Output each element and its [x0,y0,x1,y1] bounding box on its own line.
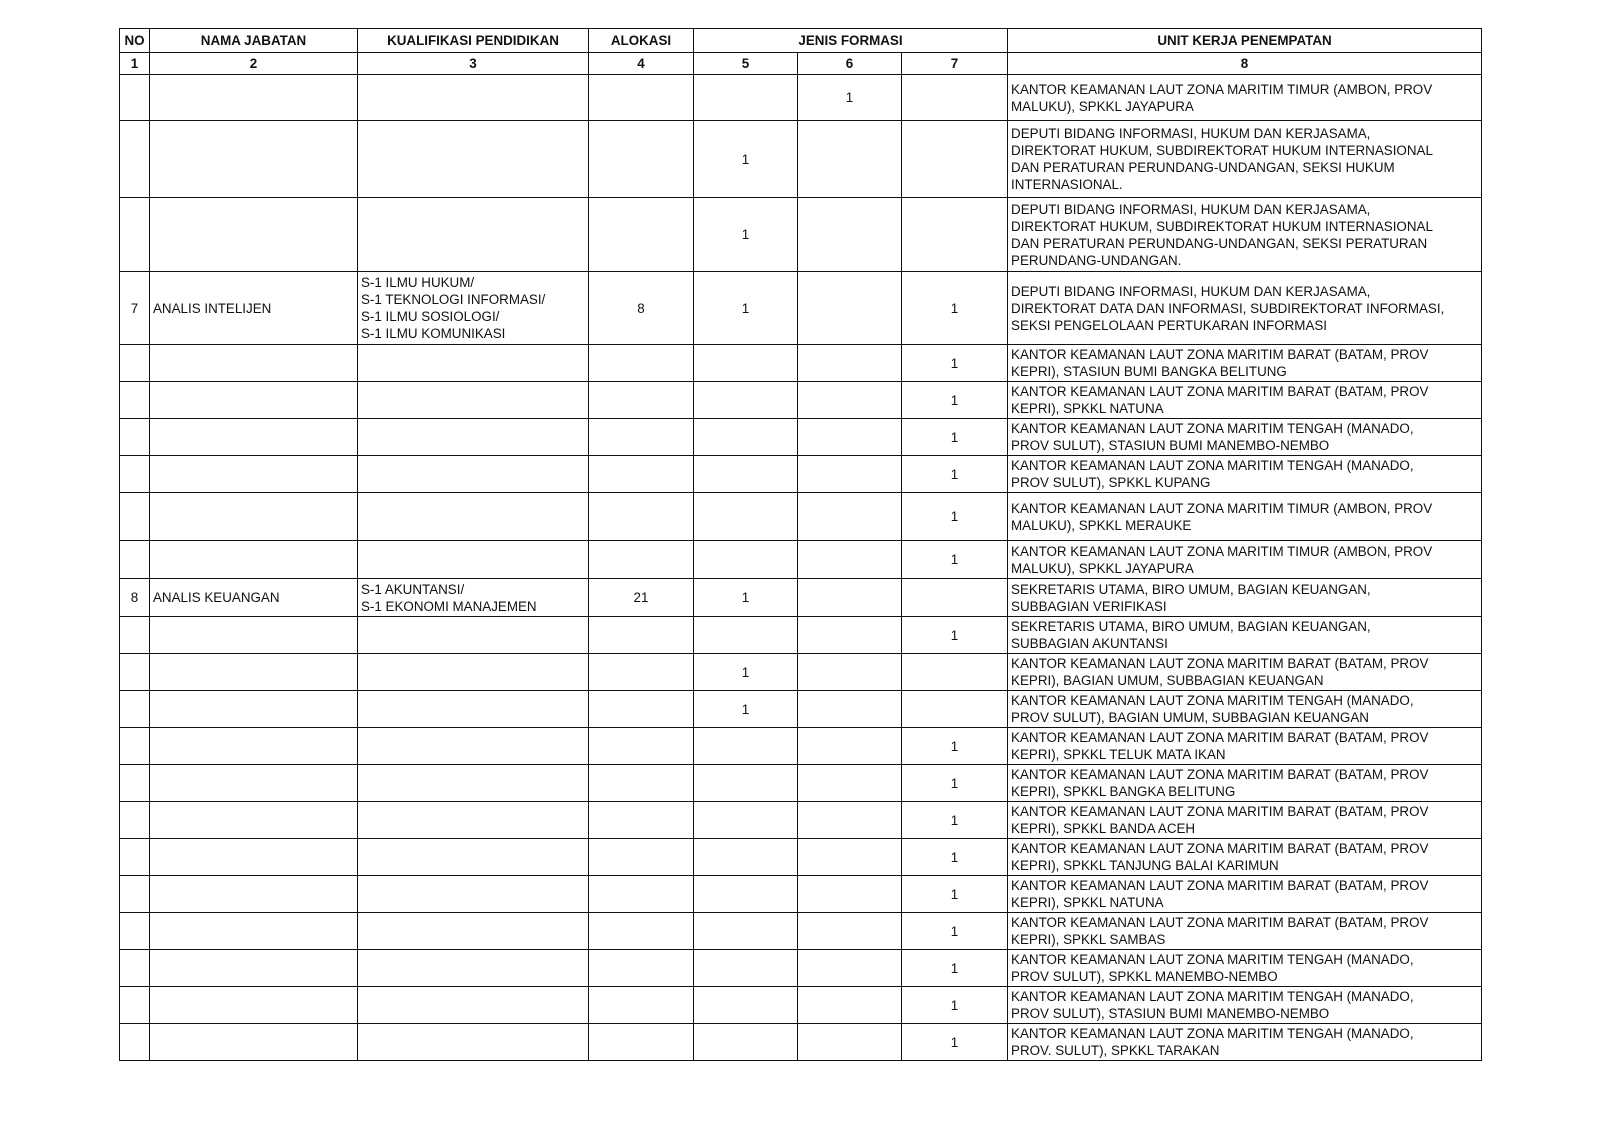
cell-no [120,876,150,913]
cell-kualifikasi [358,75,589,121]
cell-alokasi [589,541,694,579]
cell-unit-kerja [1008,198,1482,272]
cell-formasi-5 [694,345,798,382]
cell-unit-kerja [1008,691,1482,728]
header-row [120,29,1482,53]
unit-kerja-line: PROV SULUT), BAGIAN UMUM, SUBBAGIAN KEUANGAN [1011,710,1369,725]
cell-kualifikasi [358,987,589,1024]
cell-nama-jabatan [150,802,358,839]
cell-formasi-6 [798,802,902,839]
table-row [120,198,1482,272]
kualifikasi-line: S-1 AKUNTANSI/ [361,581,465,597]
cell-no [120,493,150,541]
cell-alokasi [589,75,694,121]
column-number-row [120,53,1482,75]
cell-formasi-5 [694,802,798,839]
cell-formasi-7: 1 [902,802,1008,839]
unit-kerja-line: SUBBAGIAN AKUNTANSI [1011,636,1168,651]
cell-kualifikasi [358,728,589,765]
cell-kualifikasi [358,272,589,345]
cell-no [120,728,150,765]
cell-nama-jabatan [150,950,358,987]
unit-kerja-line: KANTOR KEAMANAN LAUT ZONA MARITIM BARAT (BATAM, PROV [1011,347,1429,362]
cell-alokasi [589,654,694,691]
cell-unit-kerja [1008,345,1482,382]
cell-alokasi [589,802,694,839]
table-row [120,456,1482,493]
cell-formasi-7: 1 [902,272,1008,345]
cell-formasi-7: 1 [902,987,1008,1024]
cell-formasi-7: 1 [902,913,1008,950]
cell-kualifikasi [358,493,589,541]
cell-formasi-7 [902,654,1008,691]
unit-kerja-line: KEPRI), STASIUN BUMI BANGKA BELITUNG [1011,364,1287,379]
cell-formasi-7 [902,121,1008,198]
cell-no [120,691,150,728]
cell-alokasi [589,382,694,419]
table-row [120,493,1482,541]
cell-formasi-7: 1 [902,382,1008,419]
unit-kerja-line: KANTOR KEAMANAN LAUT ZONA MARITIM BARAT (BATAM, PROV [1011,804,1429,819]
cell-formasi-7: 1 [902,876,1008,913]
cell-formasi-6 [798,876,902,913]
unit-kerja-line: DIREKTORAT HUKUM, SUBDIREKTORAT HUKUM INTERNASIONAL [1011,143,1433,158]
cell-nama-jabatan [150,913,358,950]
cell-nama-jabatan [150,382,358,419]
cell-no [120,987,150,1024]
kualifikasi-line: S-1 TEKNOLOGI INFORMASI/ [361,292,546,307]
cell-no: 8 [120,579,150,617]
cell-nama-jabatan [150,728,358,765]
cell-kualifikasi [358,382,589,419]
cell-formasi-6 [798,950,902,987]
cell-formasi-7: 1 [902,728,1008,765]
table-row [120,950,1482,987]
unit-kerja-line: KANTOR KEAMANAN LAUT ZONA MARITIM TIMUR (AMBON, PROV [1011,81,1433,97]
cell-formasi-5 [694,839,798,876]
cell-alokasi [589,345,694,382]
table-row [120,382,1482,419]
header-nama-jabatan: NAMA JABATAN [150,29,358,53]
cell-formasi-6 [798,728,902,765]
cell-formasi-7: 1 [902,950,1008,987]
unit-kerja-line: KEPRI), SPKKL TELUK MATA IKAN [1011,747,1226,762]
cell-formasi-5: 1 [694,272,798,345]
cell-alokasi [589,617,694,654]
cell-unit-kerja [1008,950,1482,987]
cell-alokasi [589,456,694,493]
cell-kualifikasi [358,617,589,654]
cell-formasi-5 [694,876,798,913]
table-row [120,121,1482,198]
cell-formasi-7: 1 [902,839,1008,876]
header-alokasi: ALOKASI [589,29,694,53]
cell-unit-kerja [1008,1024,1482,1061]
cell-kualifikasi [358,198,589,272]
cell-formasi-7 [902,691,1008,728]
unit-kerja-line: SEKRETARIS UTAMA, BIRO UMUM, BAGIAN KEUANGAN, [1011,619,1371,634]
unit-kerja-line: DEPUTI BIDANG INFORMASI, HUKUM DAN KERJASAMA, [1011,283,1371,299]
cell-no [120,913,150,950]
cell-unit-kerja [1008,456,1482,493]
unit-kerja-line: KEPRI), SPKKL NATUNA [1011,895,1164,910]
unit-kerja-line: PROV SULUT), SPKKL MANEMBO-NEMBO [1011,969,1278,984]
cell-unit-kerja [1008,839,1482,876]
cell-kualifikasi [358,419,589,456]
cell-unit-kerja [1008,493,1482,541]
table-row [120,765,1482,802]
unit-kerja-line: SUBBAGIAN VERIFIKASI [1011,598,1167,614]
cell-formasi-5 [694,913,798,950]
cell-no [120,198,150,272]
cell-nama-jabatan [150,541,358,579]
unit-kerja-line: KANTOR KEAMANAN LAUT ZONA MARITIM BARAT (BATAM, PROV [1011,841,1429,856]
column-number: 6 [798,53,902,75]
unit-kerja-line: KEPRI), SPKKL NATUNA [1011,401,1164,416]
unit-kerja-line: KEPRI), SPKKL TANJUNG BALAI KARIMUN [1011,858,1279,873]
cell-kualifikasi [358,765,589,802]
cell-formasi-7: 1 [902,345,1008,382]
cell-nama-jabatan: ANALIS INTELIJEN [150,272,358,345]
unit-kerja-line: KANTOR KEAMANAN LAUT ZONA MARITIM TIMUR (AMBON, PROV [1011,500,1433,516]
cell-no [120,802,150,839]
cell-kualifikasi [358,654,589,691]
cell-alokasi [589,987,694,1024]
unit-kerja-line: DEPUTI BIDANG INFORMASI, HUKUM DAN KERJASAMA, [1011,201,1371,217]
kualifikasi-line: S-1 ILMU HUKUM/ [361,275,475,290]
unit-kerja-line: SEKSI PENGELOLAAN PERTUKARAN INFORMASI [1011,317,1328,333]
unit-kerja-line: KANTOR KEAMANAN LAUT ZONA MARITIM TENGAH (MANADO, [1011,421,1414,436]
cell-no [120,541,150,579]
cell-unit-kerja [1008,728,1482,765]
unit-kerja-line: KEPRI), SPKKL BANGKA BELITUNG [1011,784,1236,799]
unit-kerja-line: PROV SULUT), SPKKL KUPANG [1011,475,1211,490]
cell-nama-jabatan [150,987,358,1024]
cell-formasi-5: 1 [694,654,798,691]
cell-nama-jabatan [150,765,358,802]
cell-formasi-6 [798,382,902,419]
table-row [120,691,1482,728]
unit-kerja-line: KANTOR KEAMANAN LAUT ZONA MARITIM BARAT (BATAM, PROV [1011,730,1429,745]
unit-kerja-line: KANTOR KEAMANAN LAUT ZONA MARITIM BARAT (BATAM, PROV [1011,384,1429,399]
column-number: 7 [902,53,1008,75]
cell-nama-jabatan [150,75,358,121]
cell-unit-kerja [1008,617,1482,654]
unit-kerja-line: MALUKU), SPKKL JAYAPURA [1011,560,1194,576]
formasi-table [119,28,1482,1061]
cell-no [120,456,150,493]
cell-kualifikasi [358,1024,589,1061]
unit-kerja-line: PROV SULUT), STASIUN BUMI MANEMBO-NEMBO [1011,438,1330,453]
cell-unit-kerja [1008,802,1482,839]
cell-unit-kerja [1008,272,1482,345]
table-row [120,839,1482,876]
cell-alokasi [589,493,694,541]
cell-formasi-5 [694,75,798,121]
cell-formasi-5: 1 [694,121,798,198]
unit-kerja-line: KANTOR KEAMANAN LAUT ZONA MARITIM TIMUR (AMBON, PROV [1011,543,1433,559]
cell-alokasi [589,419,694,456]
cell-kualifikasi [358,345,589,382]
cell-formasi-7: 1 [902,419,1008,456]
unit-kerja-line: PROV SULUT), STASIUN BUMI MANEMBO-NEMBO [1011,1006,1330,1021]
cell-formasi-7 [902,579,1008,617]
cell-formasi-7: 1 [902,1024,1008,1061]
unit-kerja-line: KANTOR KEAMANAN LAUT ZONA MARITIM TENGAH (MANADO, [1011,693,1414,708]
cell-nama-jabatan [150,345,358,382]
cell-formasi-7 [902,198,1008,272]
cell-formasi-6 [798,541,902,579]
table-row [120,541,1482,579]
unit-kerja-line: SEKRETARIS UTAMA, BIRO UMUM, BAGIAN KEUANGAN, [1011,581,1371,597]
cell-kualifikasi [358,691,589,728]
cell-formasi-6 [798,617,902,654]
cell-formasi-6 [798,272,902,345]
cell-formasi-7: 1 [902,456,1008,493]
unit-kerja-line: PROV. SULUT), SPKKL TARAKAN [1011,1043,1220,1058]
unit-kerja-line: KANTOR KEAMANAN LAUT ZONA MARITIM BARAT (BATAM, PROV [1011,656,1429,671]
unit-kerja-line: KANTOR KEAMANAN LAUT ZONA MARITIM TENGAH (MANADO, [1011,1026,1414,1041]
cell-nama-jabatan [150,198,358,272]
cell-formasi-6 [798,456,902,493]
cell-nama-jabatan [150,839,358,876]
cell-formasi-5 [694,419,798,456]
header-no: NO [120,29,150,53]
cell-formasi-5 [694,382,798,419]
cell-formasi-6 [798,198,902,272]
cell-formasi-5 [694,987,798,1024]
cell-nama-jabatan [150,456,358,493]
column-number: 3 [358,53,589,75]
kualifikasi-line: S-1 ILMU KOMUNIKASI [361,326,506,341]
cell-alokasi [589,839,694,876]
kualifikasi-line: S-1 ILMU SOSIOLOGI/ [361,309,500,324]
unit-kerja-line: DAN PERATURAN PERUNDANG-UNDANGAN, SEKSI HUKUM [1011,160,1395,175]
cell-alokasi: 21 [589,579,694,617]
cell-kualifikasi [358,456,589,493]
cell-no [120,75,150,121]
cell-formasi-6 [798,419,902,456]
unit-kerja-line: PERUNDANG-UNDANGAN. [1011,252,1182,268]
unit-kerja-line: DIREKTORAT HUKUM, SUBDIREKTORAT HUKUM INTERNASIONAL [1011,218,1433,234]
cell-nama-jabatan: ANALIS KEUANGAN [150,579,358,617]
unit-kerja-line: MALUKU), SPKKL MERAUKE [1011,517,1192,533]
cell-no [120,121,150,198]
cell-kualifikasi [358,876,589,913]
column-number: 1 [120,53,150,75]
kualifikasi-line: S-1 EKONOMI MANAJEMEN [361,598,537,614]
cell-formasi-5: 1 [694,579,798,617]
unit-kerja-line: INTERNASIONAL. [1011,177,1123,192]
cell-formasi-6: 1 [798,75,902,121]
cell-alokasi [589,1024,694,1061]
cell-unit-kerja [1008,579,1482,617]
table-body [120,75,1482,1061]
cell-kualifikasi [358,802,589,839]
cell-unit-kerja [1008,419,1482,456]
cell-no [120,839,150,876]
table-row [120,75,1482,121]
cell-nama-jabatan [150,654,358,691]
cell-formasi-6 [798,121,902,198]
cell-formasi-5 [694,456,798,493]
column-number: 4 [589,53,694,75]
cell-formasi-6 [798,654,902,691]
cell-formasi-5 [694,950,798,987]
cell-formasi-7: 1 [902,617,1008,654]
table-row [120,1024,1482,1061]
cell-no: 7 [120,272,150,345]
table-row [120,617,1482,654]
cell-no [120,617,150,654]
cell-formasi-6 [798,765,902,802]
cell-kualifikasi [358,121,589,198]
cell-alokasi [589,198,694,272]
unit-kerja-line: KEPRI), SPKKL BANDA ACEH [1011,821,1196,836]
table-row [120,419,1482,456]
cell-alokasi [589,913,694,950]
document-sheet [119,28,1481,1061]
cell-alokasi [589,876,694,913]
cell-nama-jabatan [150,493,358,541]
unit-kerja-line: DEPUTI BIDANG INFORMASI, HUKUM DAN KERJASAMA, [1011,126,1371,141]
cell-alokasi: 8 [589,272,694,345]
cell-unit-kerja [1008,913,1482,950]
cell-nama-jabatan [150,617,358,654]
cell-formasi-5 [694,493,798,541]
table-row [120,876,1482,913]
unit-kerja-line: KANTOR KEAMANAN LAUT ZONA MARITIM BARAT (BATAM, PROV [1011,915,1429,930]
table-row [120,345,1482,382]
table-row [120,272,1482,345]
table-row [120,913,1482,950]
cell-unit-kerja [1008,121,1482,198]
cell-no [120,765,150,802]
cell-nama-jabatan [150,121,358,198]
cell-nama-jabatan [150,1024,358,1061]
cell-formasi-7 [902,75,1008,121]
cell-no [120,419,150,456]
table-row [120,728,1482,765]
cell-kualifikasi [358,913,589,950]
cell-no [120,345,150,382]
cell-unit-kerja [1008,765,1482,802]
header-unit-kerja: UNIT KERJA PENEMPATAN [1008,29,1482,53]
cell-formasi-5 [694,541,798,579]
cell-formasi-5: 1 [694,198,798,272]
column-number: 2 [150,53,358,75]
cell-unit-kerja [1008,876,1482,913]
cell-alokasi [589,950,694,987]
cell-alokasi [589,121,694,198]
cell-kualifikasi [358,950,589,987]
cell-formasi-6 [798,839,902,876]
cell-nama-jabatan [150,691,358,728]
unit-kerja-line: DAN PERATURAN PERUNDANG-UNDANGAN, SEKSI PERATURAN [1011,235,1428,251]
cell-unit-kerja [1008,654,1482,691]
cell-unit-kerja [1008,541,1482,579]
cell-formasi-6 [798,1024,902,1061]
table-row [120,802,1482,839]
cell-alokasi [589,691,694,728]
cell-no [120,1024,150,1061]
unit-kerja-line: KANTOR KEAMANAN LAUT ZONA MARITIM BARAT (BATAM, PROV [1011,767,1429,782]
unit-kerja-line: MALUKU), SPKKL JAYAPURA [1011,98,1194,114]
header-jenis-formasi: JENIS FORMASI [694,29,1008,53]
table-row [120,654,1482,691]
cell-formasi-5 [694,765,798,802]
cell-formasi-7: 1 [902,493,1008,541]
cell-formasi-6 [798,579,902,617]
cell-formasi-5 [694,617,798,654]
unit-kerja-line: KANTOR KEAMANAN LAUT ZONA MARITIM BARAT (BATAM, PROV [1011,878,1429,893]
cell-formasi-7: 1 [902,541,1008,579]
cell-unit-kerja [1008,75,1482,121]
cell-formasi-6 [798,913,902,950]
cell-formasi-5 [694,1024,798,1061]
unit-kerja-line: KANTOR KEAMANAN LAUT ZONA MARITIM TENGAH (MANADO, [1011,989,1414,1004]
unit-kerja-line: KANTOR KEAMANAN LAUT ZONA MARITIM TENGAH (MANADO, [1011,952,1414,967]
cell-unit-kerja [1008,382,1482,419]
cell-formasi-6 [798,493,902,541]
unit-kerja-line: DIREKTORAT DATA DAN INFORMASI, SUBDIREKTORAT INFORMASI, [1011,300,1445,316]
cell-formasi-6 [798,345,902,382]
cell-nama-jabatan [150,876,358,913]
column-number: 8 [1008,53,1482,75]
cell-kualifikasi [358,579,589,617]
cell-no [120,950,150,987]
cell-formasi-5: 1 [694,691,798,728]
unit-kerja-line: KEPRI), SPKKL SAMBAS [1011,932,1166,947]
table-row [120,579,1482,617]
cell-formasi-6 [798,691,902,728]
cell-no [120,382,150,419]
cell-formasi-5 [694,728,798,765]
cell-formasi-7: 1 [902,765,1008,802]
header-kualifikasi: KUALIFIKASI PENDIDIKAN [358,29,589,53]
cell-kualifikasi [358,541,589,579]
unit-kerja-line: KEPRI), BAGIAN UMUM, SUBBAGIAN KEUANGAN [1011,673,1324,688]
cell-nama-jabatan [150,419,358,456]
cell-kualifikasi [358,839,589,876]
table-row [120,987,1482,1024]
cell-no [120,654,150,691]
cell-unit-kerja [1008,987,1482,1024]
unit-kerja-line: KANTOR KEAMANAN LAUT ZONA MARITIM TENGAH (MANADO, [1011,458,1414,473]
cell-alokasi [589,765,694,802]
column-number: 5 [694,53,798,75]
cell-alokasi [589,728,694,765]
cell-formasi-6 [798,987,902,1024]
